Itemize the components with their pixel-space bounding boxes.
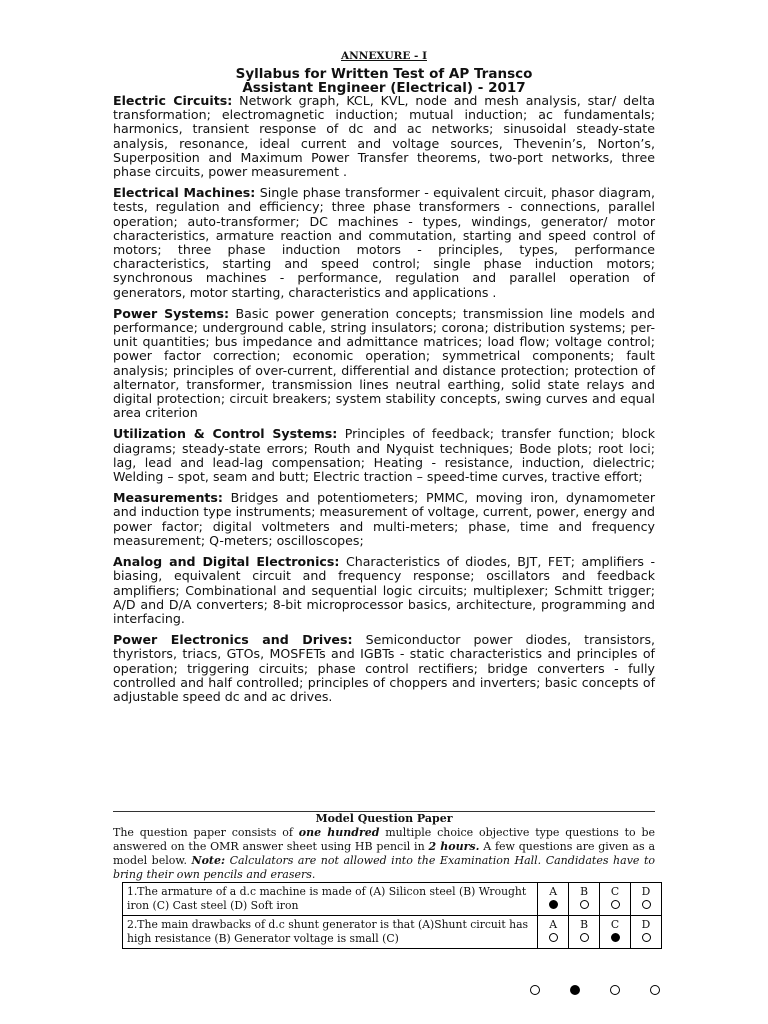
option-label: B xyxy=(580,918,589,931)
bubble-icon[interactable] xyxy=(570,985,580,995)
option-cell xyxy=(538,883,569,916)
loose-bubble-row xyxy=(530,985,660,995)
section-power-systems xyxy=(113,307,655,421)
section-body: Network graph, KCL, KVL, node and mesh analysis, star/ delta transformation; electromagnetic induction; mutual induction; ac fundamentals; harmonics, transient response of dc and ac networks; sinusoidal steady-state analysis, resonance, ideal current and voltage sources, Thevenin’s, Norton’s, Superposition and Maximum Power Transfer theorems, two-port networks, three phase circuits, power measurement . xyxy=(113,93,655,180)
section-body: Basic power generation concepts; transmission line models and performance; underground cable, string insulators; corona; distribution systems; per-unit quantities; bus impedance and admittance matrices; load flow; voltage control; power factor correction; economic operation; symmetrical components; fault analysis; principles of over-current, differential and distance protection; protection of alternator, transformer, transmission lines neutral earthing, solid state relays and digital protection; circuit breakers; system stability concepts, swing curves and equal area criterion xyxy=(113,305,655,421)
option-label: B xyxy=(580,885,589,898)
bubble-icon[interactable] xyxy=(610,985,620,995)
section-heading: Electrical Machines: xyxy=(113,185,256,201)
option-label: A xyxy=(549,918,558,931)
table-row xyxy=(123,916,662,949)
option-label: C xyxy=(610,918,620,931)
intro-text: multiple choice objective type questions to be answered on the OMR answer sheet using HB pencil in xyxy=(113,826,655,853)
model-paper-intro xyxy=(113,826,655,882)
question-table xyxy=(122,882,662,949)
bubble-icon[interactable] xyxy=(642,933,651,942)
syllabus-content xyxy=(113,94,655,711)
option-cell xyxy=(538,916,569,949)
model-paper-title: Model Question Paper xyxy=(315,812,453,825)
section-heading: Power Systems: xyxy=(113,305,230,321)
section-body: Semiconductor power diodes, transistors, thyristors, triacs, GTOs, MOSFETs and IGBTs - static characteristics and principles of operation; triggering circuits; phase control rectifiers; bridge converters - fully controlled and half controlled; principles of choppers and inverters; basic concepts of adjustable speed dc and ac drives. xyxy=(113,632,656,704)
question-text: 2.The main drawbacks of d.c shunt generator is that (A)Shunt circuit has high resistance (B) Generator voltage is small (C) xyxy=(123,916,538,949)
intro-note-text: Calculators are not allowed into the Examination Hall. Candidates have to bring their own pencils and erasers. xyxy=(113,854,655,881)
option-label: C xyxy=(610,885,620,898)
section-electrical-machines xyxy=(113,186,655,300)
document-title: Syllabus for Written Test of AP Transco xyxy=(235,66,533,82)
option-cell xyxy=(600,916,631,949)
section-analog-digital xyxy=(113,555,655,626)
bubble-icon[interactable] xyxy=(580,933,589,942)
bubble-icon[interactable] xyxy=(530,985,540,995)
option-label: D xyxy=(641,918,651,931)
bubble-icon[interactable] xyxy=(580,900,589,909)
section-measurements xyxy=(113,491,655,548)
question-text: 1.The armature of a d.c machine is made of (A) Silicon steel (B) Wrought iron (C) Cast steel (D) Soft iron xyxy=(123,883,538,916)
section-heading: Utilization & Control Systems: xyxy=(113,426,338,442)
option-cell xyxy=(569,883,600,916)
bubble-icon[interactable] xyxy=(611,900,620,909)
section-body: Bridges and potentiometers; PMMC, moving iron, dynamometer and induction type instruments; measurement of voltage, current, power, energy and power factor; digital voltmeters and multi-meters; phase, time and frequency measurement; Q-meters; oscilloscopes; xyxy=(113,490,655,548)
section-heading: Measurements: xyxy=(113,490,223,506)
bubble-icon[interactable] xyxy=(642,900,651,909)
table-row xyxy=(123,883,662,916)
intro-emphasis: 2 hours. xyxy=(428,840,480,853)
intro-emphasis: one hundred xyxy=(298,826,380,839)
option-cell xyxy=(600,883,631,916)
bubble-icon[interactable] xyxy=(611,933,620,942)
bubble-icon[interactable] xyxy=(549,933,558,942)
bubble-icon[interactable] xyxy=(650,985,660,995)
section-power-electronics xyxy=(113,633,655,704)
section-heading: Power Electronics and Drives: xyxy=(113,632,353,648)
intro-text: A few questions are given as a model below. xyxy=(113,840,656,867)
intro-text: The question paper consists of xyxy=(113,826,299,839)
section-electric-circuits xyxy=(113,94,655,179)
section-body: Characteristics of diodes, BJT, FET; amplifiers - biasing, equivalent circuit and frequency response; oscillators and feedback amplifiers; Combinational and sequential logic circuits; multiplexer; Schmitt trigger; A/D and D/A converters; 8-bit microprocessor basics, architecture, programming and interfacing. xyxy=(113,554,656,626)
bubble-icon[interactable] xyxy=(549,900,558,909)
option-label: D xyxy=(641,885,651,898)
document-subtitle: Assistant Engineer (Electrical) - 2017 xyxy=(242,80,526,96)
section-body: Principles of feedback; transfer function; block diagrams; steady-state errors; Routh and Nyquist techniques; Bode plots; root loci; lag, lead and lead-lag compensation; Heating - resistance, induction, dielectric; Welding – spot, seam and butt; Electric traction – speed-time curves, tractive effort; xyxy=(113,426,655,485)
option-cell xyxy=(631,916,662,949)
section-utilization-control xyxy=(113,427,655,484)
intro-note-label: Note: xyxy=(191,854,226,867)
section-body: Single phase transformer - equivalent circuit, phasor diagram, tests, regulation and efficiency; three phase transformers - connections, parallel operation; auto-transformer; DC machines - types, windings, generator/ motor characteristics, armature reaction and commutation, starting and speed control of motors; three phase induction motors - principles, types, performance characteristics, starting and speed control; single phase induction motors; synchronous machines - performance, regulation and parallel operation of generators, motor starting, characteristics and applications . xyxy=(113,185,655,300)
option-cell xyxy=(631,883,662,916)
option-label: A xyxy=(549,885,558,898)
annexure-label: ANNEXURE - I xyxy=(341,50,427,62)
section-heading: Electric Circuits: xyxy=(113,93,233,108)
section-heading: Analog and Digital Electronics: xyxy=(113,554,340,570)
option-cell xyxy=(569,916,600,949)
